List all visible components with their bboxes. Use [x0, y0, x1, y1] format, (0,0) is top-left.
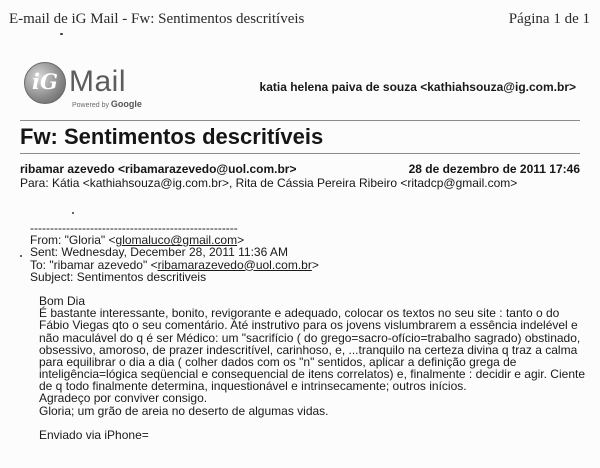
body-line: Bom Dia [39, 293, 86, 308]
forwarded-to [30, 259, 590, 271]
divider-top [20, 120, 580, 121]
scan-speck [72, 212, 74, 214]
email-subject: Fw: Sentimentos descritíveis [20, 124, 324, 149]
to-label: To: "ribamar azevedo" < [30, 257, 158, 272]
powered-by-google [72, 99, 142, 109]
message-text [39, 295, 590, 441]
scan-speck [60, 33, 63, 35]
google-label: Google [110, 99, 142, 109]
from-suffix: > [237, 233, 245, 248]
from-email-link[interactable]: glomaluco@gmail.com [115, 233, 238, 248]
print-header-title: E-mail de iG Mail - Fw: Sentimentos descritíveis [9, 11, 305, 27]
print-header-page-number: Página 1 de 1 [508, 11, 590, 27]
email-body [30, 222, 590, 441]
ig-mail-logo [24, 62, 174, 112]
mail-logo-text: Mail [69, 65, 127, 98]
sent-date: 28 de dezembro de 2011 17:46 [408, 162, 580, 176]
blank-line [39, 417, 590, 429]
divider-bottom [20, 153, 580, 154]
powered-by-label: Powered by [72, 102, 109, 109]
forwarded-subject: Subject: Sentimentos descritiveis [30, 269, 207, 284]
signature: Enviado via iPhone= [39, 427, 149, 442]
forward-separator: ---------------------------------------------------- [30, 221, 238, 235]
body-line: Gloria; um grão de areia no deserto de algumas vidas. [39, 403, 329, 418]
body-line: Agradeço por conviver consigo. [39, 391, 208, 406]
body-line: Fábio Viegas qto o seu comentário. Até instrutivo para os jovens vislumbrarem a essência indelével e [39, 318, 578, 333]
body-line: de q todo finalmente determina, inquestionável e intrinsecamente; outros inícios. [39, 379, 467, 394]
to-suffix: > [311, 257, 319, 272]
from-label: From: "Gloria" < [30, 233, 116, 248]
recipients: Para: Kátia <kathiahsouza@ig.com.br>, Rita de Cássia Pereira Ribeiro <ritadcp@gmail.com> [20, 176, 518, 190]
account-owner: katia helena paiva de souza <kathiahsouza@ig.com.br> [259, 80, 576, 94]
sender: ribamar azevedo <ribamarazevedo@uol.com.br> [20, 162, 297, 176]
body-line: inteligência=lógica seqüencial e consequencial de itens correlatos) e, finalmente : decidir e agir. Ciente [39, 367, 585, 382]
ig-logo-text: iG [32, 69, 58, 94]
scan-speck [20, 255, 22, 257]
body-line: obsessivo, amoroso, de prazer indescritível, carinhoso, e, ...tranquilo na certeza divina q traz a calma [39, 342, 578, 357]
body-line: para equilibrar o dia a dia ( colher dados com os "n" sentidos, aplicar a definição grega de [39, 354, 517, 369]
forwarded-sent: Sent: Wednesday, December 28, 2011 11:36 AM [30, 245, 288, 260]
body-line: É bastante interessante, bonito, revigorante e adequado, colocar os textos no seu site : tanto o do [39, 306, 560, 321]
body-line: não maculável do q é ser Médico: um "sacrifício ( do grego=sacro-ofício=trabalho sagrado) obstinado, [39, 330, 581, 345]
to-email-link[interactable]: ribamarazevedo@uol.com.br [157, 257, 312, 272]
print-header [9, 11, 590, 31]
